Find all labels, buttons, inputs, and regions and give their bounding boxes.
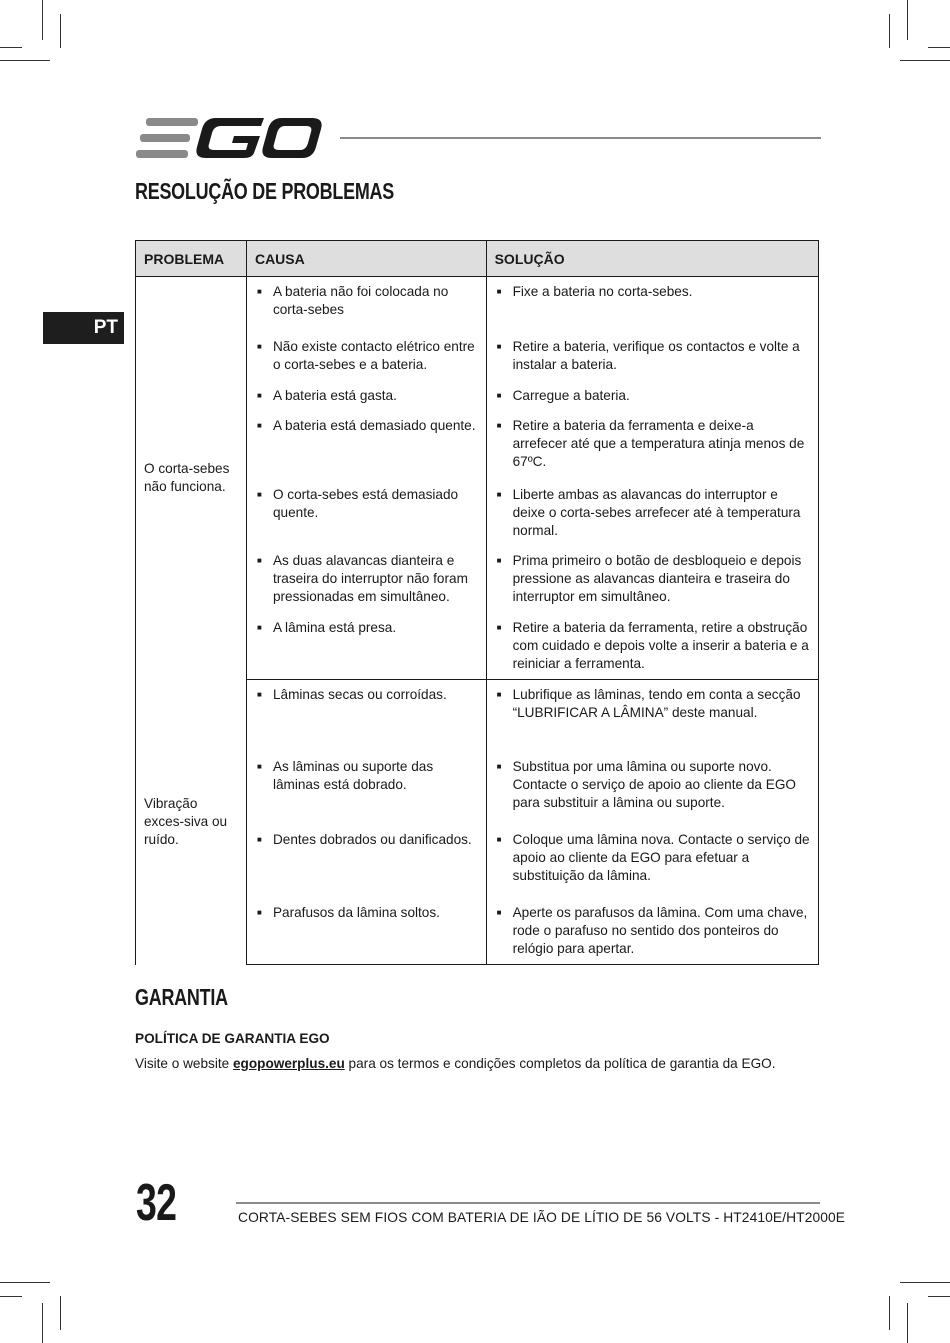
table-body xyxy=(136,277,819,965)
warranty-link[interactable]: egopowerplus.eu xyxy=(232,1056,345,1071)
square-bullet-icon: ■ xyxy=(256,762,262,771)
cause-text: A lâmina está presa. xyxy=(272,619,397,635)
cause-cell xyxy=(246,411,486,480)
square-bullet-icon: ■ xyxy=(496,762,502,771)
table-header-row xyxy=(136,241,819,277)
square-bullet-icon: ■ xyxy=(256,489,262,499)
crop-mark xyxy=(0,1282,50,1283)
solution-item xyxy=(487,387,818,405)
solution-cell xyxy=(486,332,818,381)
solution-cell xyxy=(486,679,818,752)
cause-cell xyxy=(246,480,486,546)
cause-cell xyxy=(246,825,486,898)
solution-text: Fixe a bateria no corta-sebes. xyxy=(512,284,693,299)
square-bullet-icon: ■ xyxy=(256,689,262,699)
solution-item xyxy=(487,283,818,301)
cause-item xyxy=(247,338,486,374)
table-row xyxy=(136,679,819,752)
square-bullet-icon: ■ xyxy=(496,420,502,430)
square-bullet-icon: ■ xyxy=(496,287,502,296)
warranty-text xyxy=(135,1056,776,1071)
language-tab: PT xyxy=(43,312,124,344)
cause-cell xyxy=(246,277,486,332)
cause-item xyxy=(247,904,486,922)
table-row xyxy=(136,277,819,332)
solution-text: Lubrifique as lâminas, tendo em conta a secção “LUBRIFICAR A LÂMINA” deste manual. xyxy=(512,686,801,720)
cause-item xyxy=(247,283,486,319)
warranty-title: GARANTIA xyxy=(135,984,228,1010)
crop-mark xyxy=(42,0,43,40)
cause-text: As duas alavancas dianteira e traseira do interruptor não foram pressionadas em simultâneo. xyxy=(272,552,468,604)
cause-text: As lâminas ou suporte das lâminas está dobrado. xyxy=(272,759,434,792)
solution-item xyxy=(487,552,818,606)
cause-item xyxy=(247,758,486,794)
square-bullet-icon: ■ xyxy=(256,622,262,632)
cause-cell xyxy=(246,752,486,825)
page-number: 32 xyxy=(136,1174,177,1232)
solution-text: Retire a bateria da ferramenta, retire a obstrução com cuidado e depois volte a inserir a bateria e a reiniciar a ferramenta. xyxy=(512,619,809,671)
solution-item xyxy=(487,904,818,958)
cause-item xyxy=(247,686,486,704)
warranty-text-after: para os termos e condições completos da política de garantia da EGO. xyxy=(344,1056,776,1071)
solution-item xyxy=(487,338,818,374)
solution-item xyxy=(487,619,818,673)
cause-text: O corta-sebes está demasiado quente. xyxy=(272,486,459,520)
solution-cell xyxy=(486,613,818,680)
cause-cell xyxy=(246,679,486,752)
cause-text: Lâminas secas ou corroídas. xyxy=(272,686,447,702)
square-bullet-icon: ■ xyxy=(496,689,502,699)
footer-rule xyxy=(236,1202,820,1204)
cause-text: Dentes dobrados ou danificados. xyxy=(272,832,472,847)
square-bullet-icon: ■ xyxy=(256,908,262,917)
cause-item xyxy=(247,417,486,435)
cause-text: A bateria está demasiado quente. xyxy=(272,417,476,433)
square-bullet-icon: ■ xyxy=(256,835,262,844)
square-bullet-icon: ■ xyxy=(496,489,502,499)
header-solution: SOLUÇÃO xyxy=(486,241,818,277)
solution-text: Prima primeiro o botão de desbloqueio e depois pressione as alavancas dianteira e traseira do interruptor em simultâneo. xyxy=(512,552,802,604)
ego-logo xyxy=(136,116,322,160)
solution-item xyxy=(487,758,818,812)
warranty-subtitle: POLÍTICA DE GARANTIA EGO xyxy=(135,1031,330,1046)
cause-text: A bateria não foi colocada no corta-sebes xyxy=(272,284,449,317)
header-cause: CAUSA xyxy=(246,241,486,277)
square-bullet-icon: ■ xyxy=(496,835,502,844)
square-bullet-icon: ■ xyxy=(496,341,502,351)
solution-text: Substitua por uma lâmina ou suporte novo. Contacte o serviço de apoio ao cliente da EGO para substituir a lâmina ou suporte. xyxy=(512,759,796,810)
solution-text: Retire a bateria, verifique os contactos e volte a instalar a bateria. xyxy=(512,338,800,372)
crop-mark xyxy=(60,14,61,48)
solution-cell xyxy=(486,825,818,898)
cause-cell xyxy=(246,546,486,613)
cause-text: Parafusos da lâmina soltos. xyxy=(272,905,440,920)
solution-item xyxy=(487,831,818,885)
cause-text: Não existe contacto elétrico entre o corta-sebes e a bateria. xyxy=(272,338,475,372)
crop-mark xyxy=(900,1282,950,1283)
cause-item xyxy=(247,619,486,637)
header-problem: PROBLEMA xyxy=(136,241,247,277)
crop-mark xyxy=(907,0,908,40)
crop-mark xyxy=(42,1303,43,1343)
cause-text: A bateria está gasta. xyxy=(272,387,397,403)
crop-mark xyxy=(0,60,50,61)
crop-mark xyxy=(907,1303,908,1343)
crop-mark xyxy=(60,1296,61,1330)
solution-cell xyxy=(486,546,818,613)
square-bullet-icon: ■ xyxy=(256,287,262,296)
problem-cell: Vibração exces-siva ou ruído. xyxy=(136,679,247,965)
solution-item xyxy=(487,486,818,540)
square-bullet-icon: ■ xyxy=(496,555,502,565)
square-bullet-icon: ■ xyxy=(256,341,262,351)
solution-cell xyxy=(486,480,818,546)
cause-cell xyxy=(246,613,486,680)
square-bullet-icon: ■ xyxy=(256,555,262,565)
square-bullet-icon: ■ xyxy=(496,390,502,400)
crop-mark xyxy=(928,1296,950,1297)
cause-cell xyxy=(246,332,486,381)
cause-item xyxy=(247,387,486,405)
cause-item xyxy=(247,486,486,522)
solution-cell xyxy=(486,411,818,480)
solution-cell xyxy=(486,752,818,825)
solution-text: Liberte ambas as alavancas do interruptor e deixe o corta-sebes arrefecer até à temperatura normal. xyxy=(512,486,801,538)
square-bullet-icon: ■ xyxy=(256,420,262,430)
solution-cell xyxy=(486,381,818,411)
square-bullet-icon: ■ xyxy=(496,622,502,632)
footer-text: CORTA-SEBES SEM FIOS COM BATERIA DE IÃO DE LÍTIO DE 56 VOLTS - HT2410E/HT2000E xyxy=(238,1210,846,1225)
square-bullet-icon: ■ xyxy=(256,390,262,400)
cause-item xyxy=(247,552,486,606)
warranty-text-before: Visite o website xyxy=(135,1056,233,1071)
solution-cell xyxy=(486,277,818,332)
solution-text: Aperte os parafusos da lâmina. Com uma chave, rode o parafuso no sentido dos ponteiros do relógio para apertar. xyxy=(512,905,808,956)
solution-text: Carregue a bateria. xyxy=(512,387,630,403)
crop-mark xyxy=(0,1296,22,1297)
crop-mark xyxy=(0,47,22,48)
crop-mark xyxy=(889,1296,890,1330)
cause-item xyxy=(247,831,486,849)
solution-cell xyxy=(486,898,818,965)
troubleshooting-title: RESOLUÇÃO DE PROBLEMAS xyxy=(135,178,394,204)
problem-cell: O corta-sebes não funciona. xyxy=(136,277,247,680)
solution-text: Retire a bateria da ferramenta e deixe-a arrefecer até que a temperatura atinja menos de 67ºC. xyxy=(512,417,805,469)
solution-item xyxy=(487,417,818,471)
cause-cell xyxy=(246,381,486,411)
crop-mark xyxy=(900,60,950,61)
crop-mark xyxy=(889,14,890,48)
crop-mark xyxy=(928,47,950,48)
solution-text: Coloque uma lâmina nova. Contacte o serviço de apoio ao cliente da EGO para efetuar a substituição da lâmina. xyxy=(512,832,810,883)
header-rule xyxy=(340,137,821,139)
troubleshooting-table xyxy=(135,240,819,965)
solution-item xyxy=(487,686,818,722)
square-bullet-icon: ■ xyxy=(496,908,502,917)
cause-cell xyxy=(246,898,486,965)
